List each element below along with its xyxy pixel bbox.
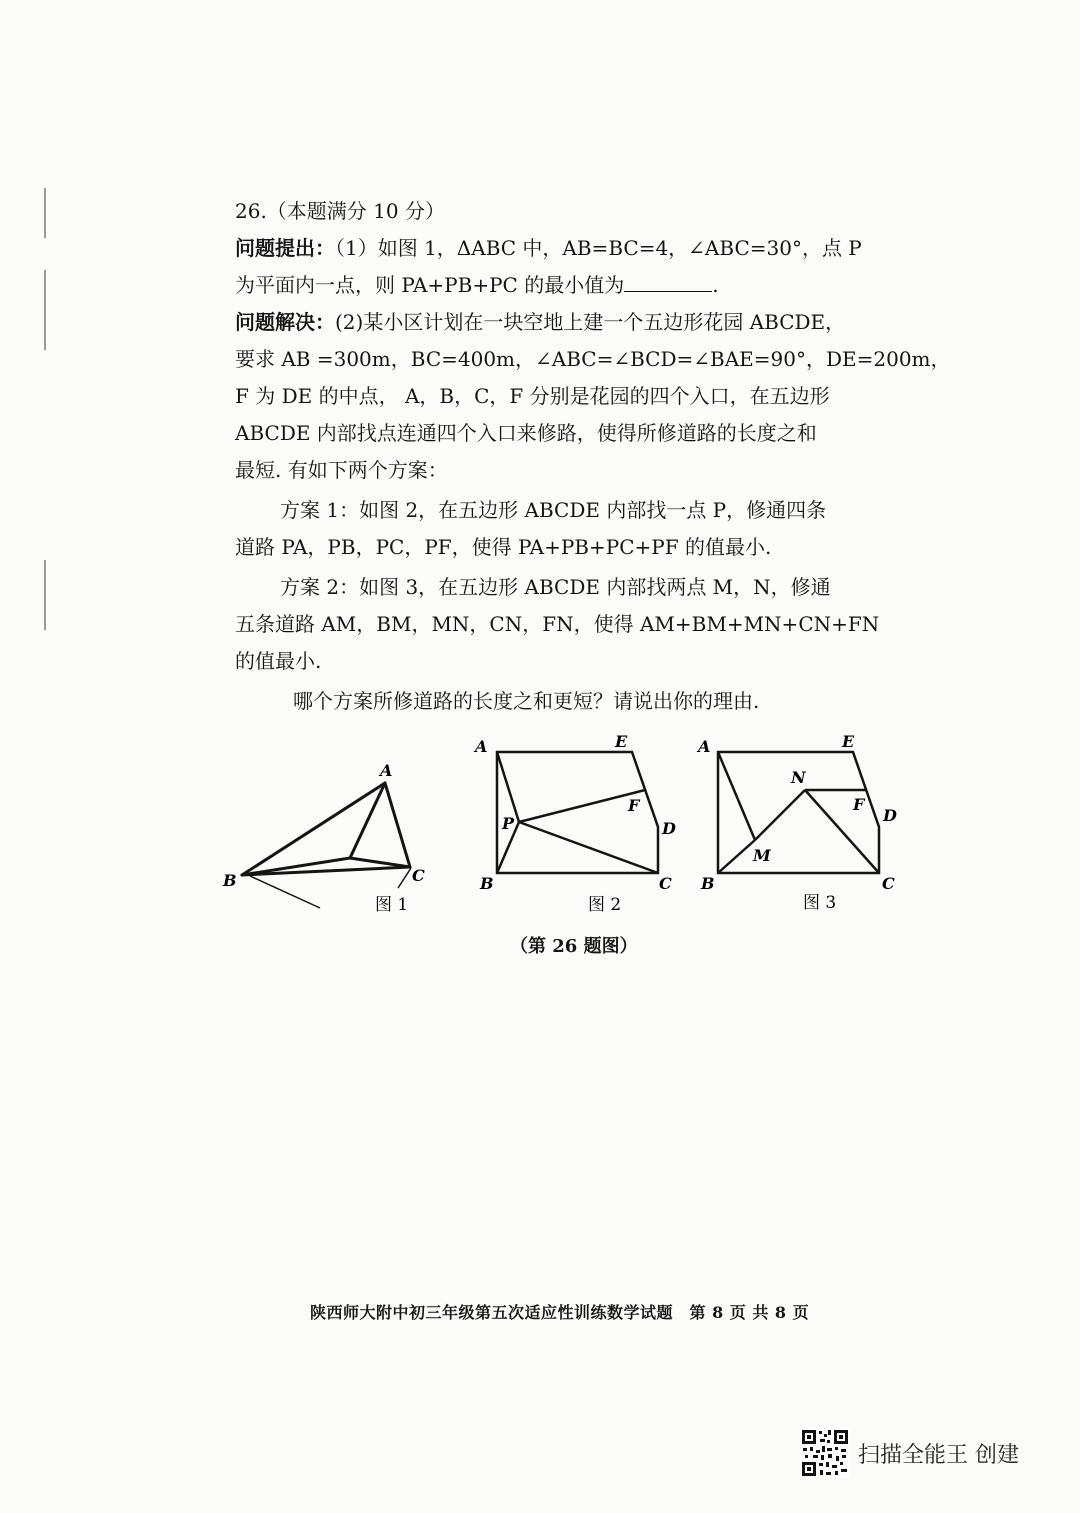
fig3-label-d: D <box>883 806 897 825</box>
part2-label: 问题解决： <box>235 310 335 334</box>
fig1-caption: 图 1 <box>375 895 409 915</box>
road-cn <box>805 790 879 873</box>
fig2-label-p: P <box>502 814 515 833</box>
part2-line5: 最短. 有如下两个方案： <box>235 458 448 482</box>
fig3-label-e: E <box>842 732 855 751</box>
fig2-label-c: C <box>659 874 672 893</box>
part2-line4: ABCDE 内部找点连通四个入口来修路，使得所修道路的长度之和 <box>235 421 817 445</box>
qr-code-icon <box>800 1428 850 1478</box>
scanner-label: 扫描全能王 创建 <box>858 1442 1019 1468</box>
fig2-label-d: D <box>662 819 676 838</box>
fig2-label-b: B <box>480 874 494 893</box>
plan1-line1: 方案 1：如图 2，在五边形 ABCDE 内部找一点 P，修通四条 <box>280 498 827 522</box>
question-line: 哪个方案所修道路的长度之和更短？请说出你的理由. <box>293 689 760 713</box>
part2-line3: F 为 DE 的中点， A，B，C，F 分别是花园的四个入口，在五边形 <box>235 384 830 408</box>
road-pc <box>519 822 658 873</box>
fig2-label-f: F <box>628 796 640 815</box>
fig3-label-a: A <box>698 737 711 756</box>
segment-cp <box>350 858 410 867</box>
road-am <box>718 752 755 840</box>
part2-line2: 要求 AB =300m，BC=400m，∠ABC=∠BCD=∠BAE=90°，DE=200m， <box>235 347 951 371</box>
fig3-caption: 图 3 <box>803 893 837 913</box>
road-mn <box>755 790 805 840</box>
fig1-label-a: A <box>380 761 393 780</box>
road-pa <box>497 752 519 822</box>
plan2-line2: 五条道路 AM，BM，MN，CN，FN，使得 AM+BM+MN+CN+FN <box>235 612 880 636</box>
fig3-label-f: F <box>853 795 865 814</box>
part1-line1 <box>235 234 862 262</box>
problem-header: 26.（本题满分 10 分） <box>235 199 445 223</box>
part1-text: （1）如图 1，ΔABC 中，AB=BC=4，∠ABC=30°，点 P <box>335 236 862 260</box>
fig3-label-c: C <box>882 874 895 893</box>
page-margin-line <box>44 270 46 350</box>
page-margin-line <box>44 560 46 630</box>
plan1-line2: 道路 PA，PB，PC，PF，使得 PA+PB+PC+PF 的值最小. <box>235 535 772 559</box>
fig1-label-c: C <box>412 866 425 885</box>
answer-blank <box>624 273 712 292</box>
plan2-line1: 方案 2：如图 3，在五边形 ABCDE 内部找两点 M，N，修通 <box>280 575 831 599</box>
part1-period: . <box>712 273 719 297</box>
scanner-watermark <box>800 1428 1019 1478</box>
fig3-label-b: B <box>701 874 715 893</box>
figure-1 <box>215 750 445 920</box>
figure-2 <box>470 730 690 920</box>
figures-caption: （第 26 题图） <box>510 936 638 957</box>
fig2-label-a: A <box>475 737 488 756</box>
fig3-label-n: N <box>791 768 806 787</box>
construction-line <box>398 868 411 888</box>
plan2-line3: 的值最小. <box>235 649 322 673</box>
segment-ac <box>385 783 410 867</box>
construction-line <box>250 876 320 908</box>
part2-line1 <box>235 308 845 336</box>
figure-3 <box>695 730 915 920</box>
part1-line2 <box>235 271 719 299</box>
road-bm <box>718 840 755 873</box>
fig2-label-e: E <box>615 732 628 751</box>
part1-label: 问题提出： <box>235 236 335 260</box>
page-footer: 陕西师大附中初三年级第五次适应性训练数学试题 第 8 页 共 8 页 <box>310 1303 810 1322</box>
fig1-label-b: B <box>223 871 237 890</box>
part1-text-2: 为平面内一点，则 PA+PB+PC 的最小值为 <box>235 273 625 297</box>
page-margin-line <box>44 188 46 238</box>
fig3-label-m: M <box>753 846 771 865</box>
part2-text: (2)某小区计划在一块空地上建一个五边形花园 ABCDE， <box>335 310 846 334</box>
fig2-caption: 图 2 <box>588 895 622 915</box>
road-pf <box>519 790 645 822</box>
